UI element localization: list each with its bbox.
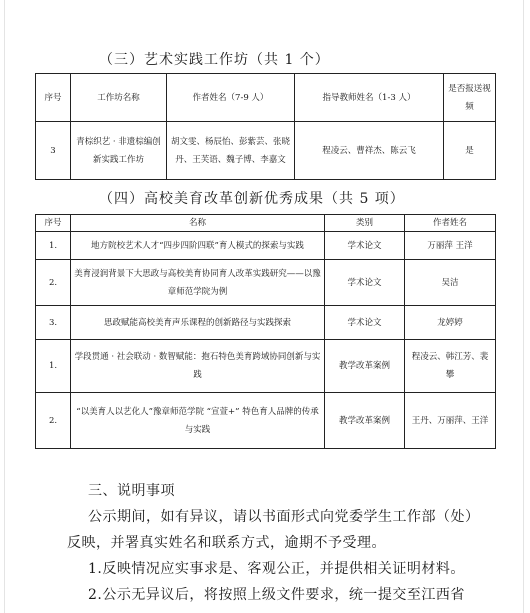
section3-title: （三）艺术实践工作坊（共 1 个） — [99, 52, 330, 68]
achievements-table — [35, 214, 496, 449]
category: 教学改革案例 — [325, 340, 405, 393]
author-names: 王丹、万丽萍、王洋 — [405, 393, 496, 449]
header-cell: 序号 — [36, 215, 71, 232]
table-row — [36, 340, 496, 393]
table-row — [36, 393, 496, 449]
table-row — [36, 260, 496, 306]
header-cell: 类别 — [325, 215, 405, 232]
row-number: 3 — [36, 122, 71, 180]
author-names: 程凌云、韩江芳、裴攀 — [405, 340, 496, 393]
achievement-name: 思政赋能高校美育声乐课程的创新路径与实践探索 — [71, 306, 325, 340]
header-cell: 作者姓名 — [405, 215, 496, 232]
notes-paragraph-line1: 公示期间，如有异议，请以书面形式向党委学生工作部（处） — [88, 509, 480, 525]
category: 学术论文 — [325, 260, 405, 306]
achievement-name: 地方院校艺术人才“四步四阶四联”育人模式的探索与实践 — [71, 232, 325, 260]
achievement-name: 学段贯通 · 社会联动 · 数智赋能：抱石特色美育跨域协同创新与实践 — [71, 340, 325, 393]
category: 学术论文 — [325, 306, 405, 340]
table-row — [36, 232, 496, 260]
header-cell: 序号 — [36, 74, 71, 122]
achievement-name: 美育浸润背景下大思政与高校美育协同育人改革实践研究——以豫章师范学院为例 — [71, 260, 325, 306]
author-names: 万丽萍 王洋 — [405, 232, 496, 260]
header-cell: 是否报送视频 — [444, 74, 496, 122]
workshop-table-header — [36, 74, 496, 122]
row-number: 2. — [36, 260, 71, 306]
row-number: 3. — [36, 306, 71, 340]
advisor-names: 程凌云、曹祥杰、陈云飞 — [295, 122, 444, 180]
notes-item-1: 1.反映情况应实事求是、客观公正，并提供相关证明材料。 — [88, 561, 465, 577]
workshop-name: 青棕织艺 · 非遗棕编创新实践工作坊 — [71, 122, 167, 180]
notes-paragraph-line2: 反映，并署真实姓名和联系方式，逾期不予受理。 — [67, 535, 386, 551]
notes-item-2: 2.公示无异议后，将按照上级文件要求，统一提交至江西省 — [88, 587, 465, 603]
header-cell: 工作坊名称 — [71, 74, 167, 122]
table-row — [36, 122, 496, 180]
video-submitted: 是 — [444, 122, 496, 180]
achievement-name: “以美育人以艺化人”豫章师范学院 “宣萱+” 特色育人品牌的传承与实践 — [71, 393, 325, 449]
achievements-table-header — [36, 215, 496, 232]
table-row — [36, 306, 496, 340]
row-number: 2. — [36, 393, 71, 449]
category: 教学改革案例 — [325, 393, 405, 449]
notes-heading: 三、说明事项 — [88, 483, 175, 499]
category: 学术论文 — [325, 232, 405, 260]
page-left-edge — [4, 0, 5, 613]
row-number: 1. — [36, 340, 71, 393]
author-names: 胡文雯、杨辰怡、彭紫芸、张晓丹、王芙语、魏子博、李嘉文 — [167, 122, 295, 180]
page-right-edge — [523, 0, 524, 613]
workshop-table — [35, 73, 496, 180]
header-cell: 名称 — [71, 215, 325, 232]
section4-title: （四）高校美育改革创新优秀成果（共 5 项） — [99, 191, 405, 207]
header-cell: 指导教师姓名（1-3 人） — [295, 74, 444, 122]
author-names: 吴洁 — [405, 260, 496, 306]
row-number: 1. — [36, 232, 71, 260]
header-cell: 作者姓名（7-9 人） — [167, 74, 295, 122]
author-names: 龙婷婷 — [405, 306, 496, 340]
